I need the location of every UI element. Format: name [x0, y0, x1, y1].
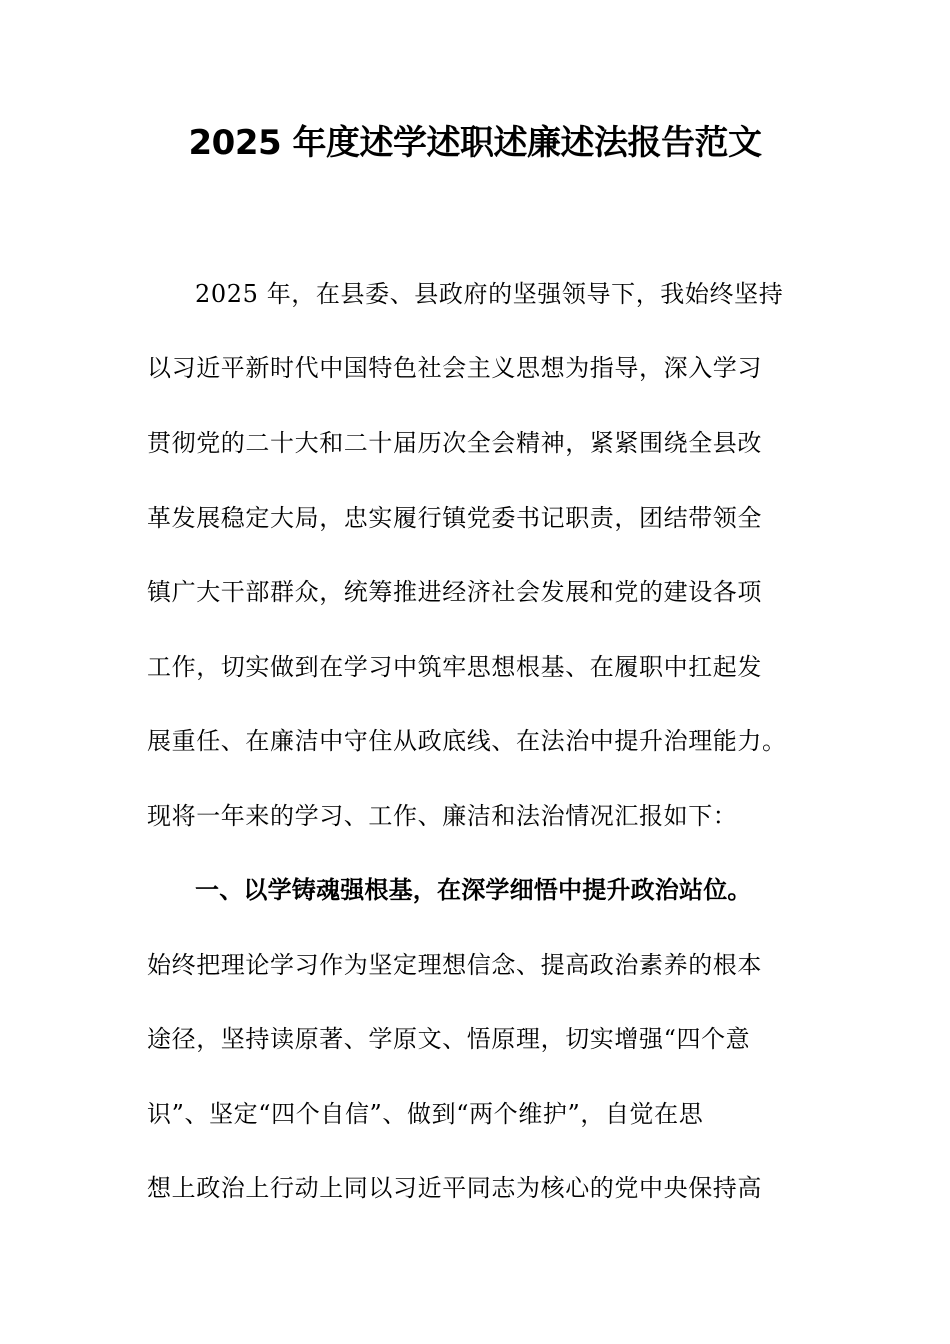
paragraph-line: 途径，坚持读原著、学原文、悟原理，切实增强“四个意 — [147, 1025, 751, 1053]
paragraph-line: 始终把理论学习作为坚定理想信念、提高政治素养的根本 — [147, 951, 762, 979]
paragraph-line: 镇广大干部群众，统筹推进经济社会发展和党的建设各项 — [147, 578, 762, 606]
section-heading: 一、以学铸魂强根基，在深学细悟中提升政治站位。 — [195, 876, 752, 904]
paragraph-line: 展重任、在廉洁中守住从政底线、在法治中提升治理能力。 — [147, 727, 787, 755]
paragraph-line: 现将一年来的学习、工作、廉洁和法治情况汇报如下： — [147, 802, 738, 830]
paragraph-line: 革发展稳定大局，忠实履行镇党委书记职责，团结带领全 — [147, 504, 762, 532]
paragraph-line: 2025 年，在县委、县政府的坚强领导下，我始终坚持 — [195, 280, 784, 308]
paragraph-line: 工作，切实做到在学习中筑牢思想根基、在履职中扛起发 — [147, 653, 762, 681]
document-title: 2025 年度述学述职述廉述法报告范文 — [188, 123, 762, 163]
paragraph-line: 想上政治上行动上同以习近平同志为核心的党中央保持高 — [147, 1174, 762, 1202]
paragraph-line: 以习近平新时代中国特色社会主义思想为指导，深入学习 — [147, 354, 762, 382]
paragraph-line: 识”、坚定“四个自信”、做到“两个维护”，自觉在思 — [147, 1100, 704, 1128]
paragraph-line: 贯彻党的二十大和二十届历次全会精神，紧紧围绕全县改 — [147, 429, 762, 457]
